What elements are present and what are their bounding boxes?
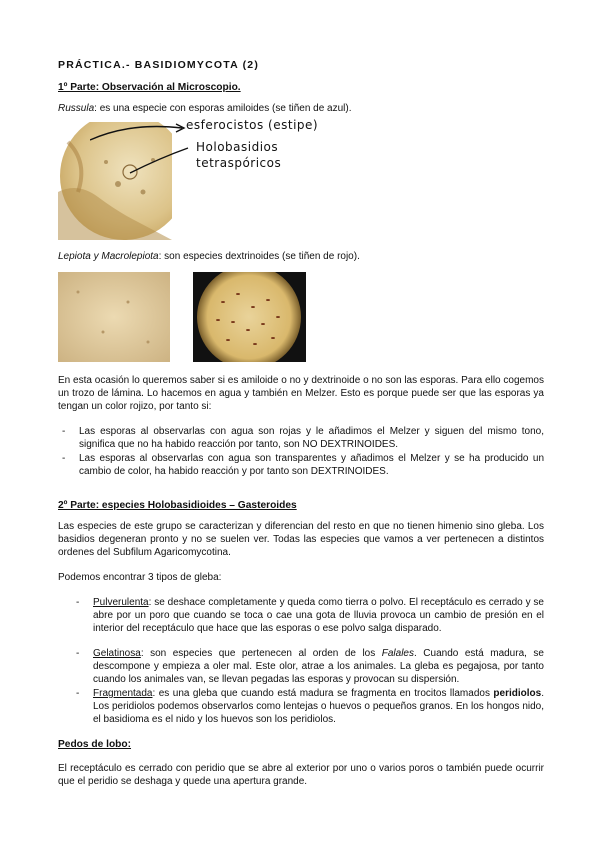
- russula-text: : es una especie con esporas amiloides (se tiñen de azul).: [94, 103, 352, 114]
- pedos-de-lobo-heading: Pedos de lobo:: [58, 739, 132, 750]
- annotation-esferocistos: esferocistos (estipe): [186, 118, 319, 132]
- part1-paragraph: En esta ocasión lo queremos saber si es amiloide o no y dextrinoide o no son las esporas. Para ello cogemos un trozo de lámina. Lo hacemos en agua y también en Melzer. Esto es porque puede ser que las esporas ya tengan un color rojizo, por tanto si:: [58, 375, 544, 412]
- annotation-tetrasporicos: tetraspóricos: [196, 156, 282, 170]
- part1-heading: 1º Parte: Observación al Microscopio.: [58, 82, 241, 93]
- lepiota-name: Lepiota y Macrolepiota: [58, 251, 159, 262]
- part2-paragraph-1: Las especies de este grupo se caracterizan y diferencian del resto en que no tienen himenio sino gleba. Los basidios degeneran pronto y no se suelen ver. Todas las especies que vamos a ver pertenecen a distintos ordenes del Subfilum Agaricomycotina.: [58, 521, 544, 558]
- lepiota-line: [58, 250, 360, 263]
- pedos-de-lobo-paragraph: El receptáculo es cerrado con peridio que se abre al exterior por uno o varios poros o también puede ocurrir que el peridio se deshaga y quede una apertura grande.: [58, 763, 544, 787]
- russula-line: [58, 102, 352, 115]
- lepiota-micrograph-1: [58, 272, 170, 362]
- part1-bullet-1: - Las esporas al observarlas con agua son rojas y le añadimos el Melzer y siguen del mismo tono, significa que no ha habido reacción por tanto, son NO DEXTRINOIDES.: [62, 426, 544, 450]
- part2-paragraph-2: Podemos encontrar 3 tipos de gleba:: [58, 572, 222, 583]
- gleba-item-pulverulenta: - Pulverulenta: se deshace completamente y queda como tierra o polvo. El receptáculo es cerrado y se abre por un poro que cuando se toca o cae una gota de lluvia provoca un cambio de presión en el interior del receptáculo que hace que las esporas o ese polvo salga disparado.: [76, 597, 544, 634]
- russula-name: Russula: [58, 103, 95, 114]
- document-title: PRÁCTICA.- BASIDIOMYCOTA (2): [58, 59, 260, 71]
- part2-heading: 2º Parte: especies Holobasidioides – Gasteroides: [58, 500, 297, 511]
- part1-bullet-2: - Las esporas al observarlas con agua son transparentes y añadimos el Melzer y se ha producido un cambio de color, ha habido reacción y por tanto son DEXTRINOIDES.: [62, 453, 544, 477]
- lepiota-micrograph-2: [193, 272, 306, 362]
- gleba-item-gelatinosa: - Gelatinosa: son especies que pertenecen al orden de los Falales. Cuando está madura, se descompone y empieza a oler mal. Este olor, atrae a los animales. La gleba es pegajosa, por tanto cuando los animales van, se llevan pegadas las esporas y provocan su dispersión.: [76, 648, 544, 685]
- lepiota-text: : son especies dextrinoides (se tiñen de rojo).: [158, 251, 360, 262]
- lepiota-micrograph-2-image: [193, 272, 306, 362]
- annotation-holobasidios: Holobasidios: [196, 140, 279, 154]
- lepiota-micrograph-1-image: [58, 272, 170, 362]
- annotation-arrows: [90, 118, 190, 188]
- gleba-item-fragmentada: - Fragmentada: es una gleba que cuando está madura se fragmenta en trocitos llamados peridiolos. Los peridiolos podemos observarlos como lentejas o huevos o pequeños granos. En los hongos nido, el basidioma es el nido y los huevos son los peridiolos.: [76, 688, 544, 725]
